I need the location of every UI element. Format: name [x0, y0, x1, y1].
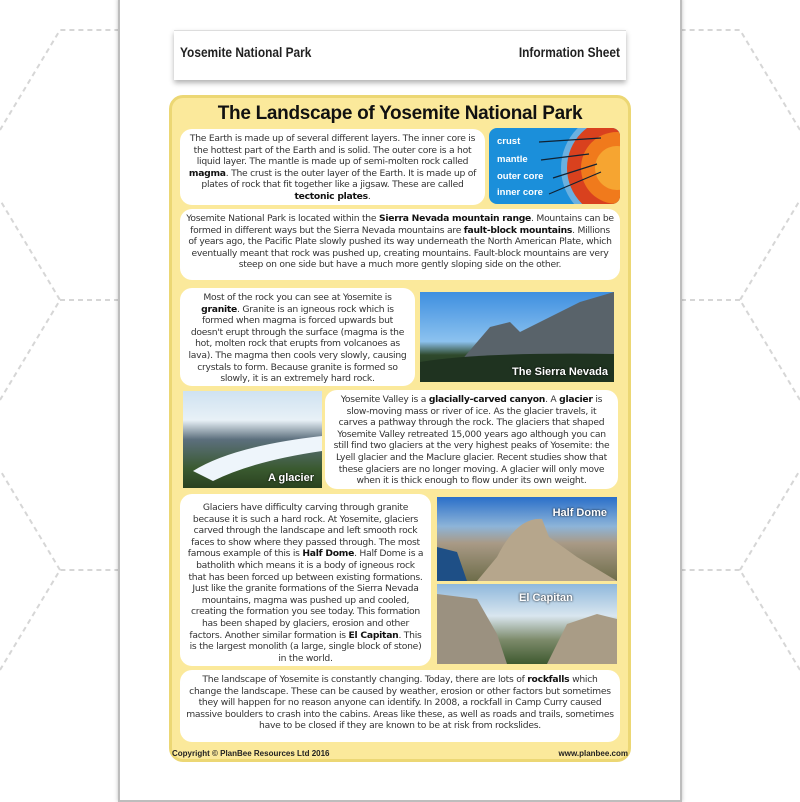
el-capitan-caption: El Capitan	[519, 592, 573, 604]
glacier-caption: A glacier	[267, 472, 314, 484]
text-segment: .	[367, 190, 371, 202]
text-segment: . Millions of years ago, the Pacific Plate slowly pushed its way underneath the North American Plate, which eventually meant that rock was pushed up, creating mountains. Fault-block mountains are very steep on one side but have a much more gently sloping side on the other.	[188, 224, 612, 271]
label-mantle: mantle	[497, 154, 528, 165]
text-segment: Glaciers have difficulty carving through granite because it is such a hard rock. At Yosemite, glaciers carved through the landscape and left smooth rock faces to show where they passed through. The most famous example of this is	[187, 502, 420, 560]
key-term: magma	[188, 167, 226, 179]
text-segment: which change the landscape. These can be caused by weather, erosion or other factors but sometimes they will happen for no reason anyone can identify. In 2008, a rockfall in Camp Curry caused massive boulders to crash into the cabins. Areas like these, as well as roads and trails, sometimes have to be closed if they are known to be at risk from rockslides.	[186, 674, 614, 732]
key-term: El Capitan	[348, 629, 399, 641]
page-title: The Landscape of Yosemite National Park	[217, 103, 583, 124]
key-term: granite	[201, 303, 238, 315]
key-term: tectonic plates	[294, 190, 368, 202]
text-segment: Yosemite Valley is a	[340, 394, 429, 405]
key-term: rockfalls	[527, 674, 570, 685]
key-term: Sierra Nevada mountain range	[378, 213, 532, 224]
text-segment: is slow-moving mass or river of ice. As the glacier travels, it carves a pathway through the rock. The glaciers that shaped Yosemite Valley retreated 15,000 years ago although you can still find two glaciers at the very highest peaks of Yosemite: the Lyell glacier and the Maclure glacier. Recent studies show that these glaciers are no longer moving. A glacier will only move when it is thick enough to flow under its own weight.	[333, 394, 610, 487]
sierra-nevada-text	[180, 209, 620, 280]
glacier-photo	[183, 391, 322, 488]
copyright-text: Copyright © PlanBee Resources Ltd 2016	[172, 749, 330, 758]
key-term: Half Dome	[302, 548, 355, 560]
key-term: fault-block mountains	[463, 224, 573, 236]
text-segment: Yosemite National Park is located within the	[186, 213, 379, 224]
label-inner-core: inner core	[497, 187, 543, 198]
label-crust: crust	[497, 136, 521, 147]
website-link[interactable]: www.planbee.com	[558, 749, 628, 758]
text-segment: . A	[545, 394, 560, 405]
half-dome-text	[180, 494, 431, 666]
text-segment: The landscape of Yosemite is constantly changing. Today, there are lots of	[202, 674, 528, 685]
half-dome-caption: Half Dome	[552, 507, 607, 519]
text-segment: . The crust is the outer layer of the Earth. It is made up of plates of rock that fit together like a jigsaw. These are called	[201, 167, 477, 191]
sierra-nevada-caption: The Sierra Nevada	[512, 366, 608, 378]
text-segment: . Granite is an igneous rock which is formed when magma is forced upwards but doesn't erupt through the surface (magma is the hot, molten rock that erupts from volcanoes as lava). The magma then cools very slowly, causing crystals to form. Because granite is formed so slowly, it is an extremely hard rock.	[188, 303, 407, 385]
granite-text	[180, 288, 415, 386]
text-segment: . Mountains can be formed in different ways but the Sierra Nevada mountains are	[190, 213, 614, 236]
sierra-nevada-photo	[420, 292, 614, 382]
header-title: Yosemite National Park	[180, 44, 312, 60]
text-segment: . Half Dome is a batholith which means it is a body of igneous rock that has been forced up between existing formations. Just like the granite formations of the Sierra Nevada mountains, magma was pushed up and cooled, creating the formation you see today. This formation has been shaped by glaciers, erosion and other factors. Another similar formation is	[188, 548, 424, 641]
page-header	[174, 30, 626, 80]
key-term: glacier	[559, 394, 593, 405]
key-term: glacially-carved canyon	[428, 394, 546, 405]
label-outer-core: outer core	[497, 171, 544, 182]
text-segment: . This is the largest monolith (a large, single block of stone) in the world.	[189, 629, 422, 664]
half-dome-photo	[437, 497, 617, 581]
earth-layers-text	[180, 129, 485, 205]
earth-layers-diagram	[489, 128, 620, 204]
header-subtitle: Information Sheet	[518, 44, 620, 60]
rockfalls-text	[180, 670, 620, 742]
text-segment: The Earth is made up of several different layers. The inner core is the hottest part of the Earth and is solid. The outer core is a hot liquid layer. The mantle is made up of semi-molten rock called	[189, 133, 476, 168]
glacier-text	[325, 390, 618, 489]
text-segment: Most of the rock you can see at Yosemite is	[203, 292, 392, 303]
el-capitan-photo	[437, 584, 617, 664]
